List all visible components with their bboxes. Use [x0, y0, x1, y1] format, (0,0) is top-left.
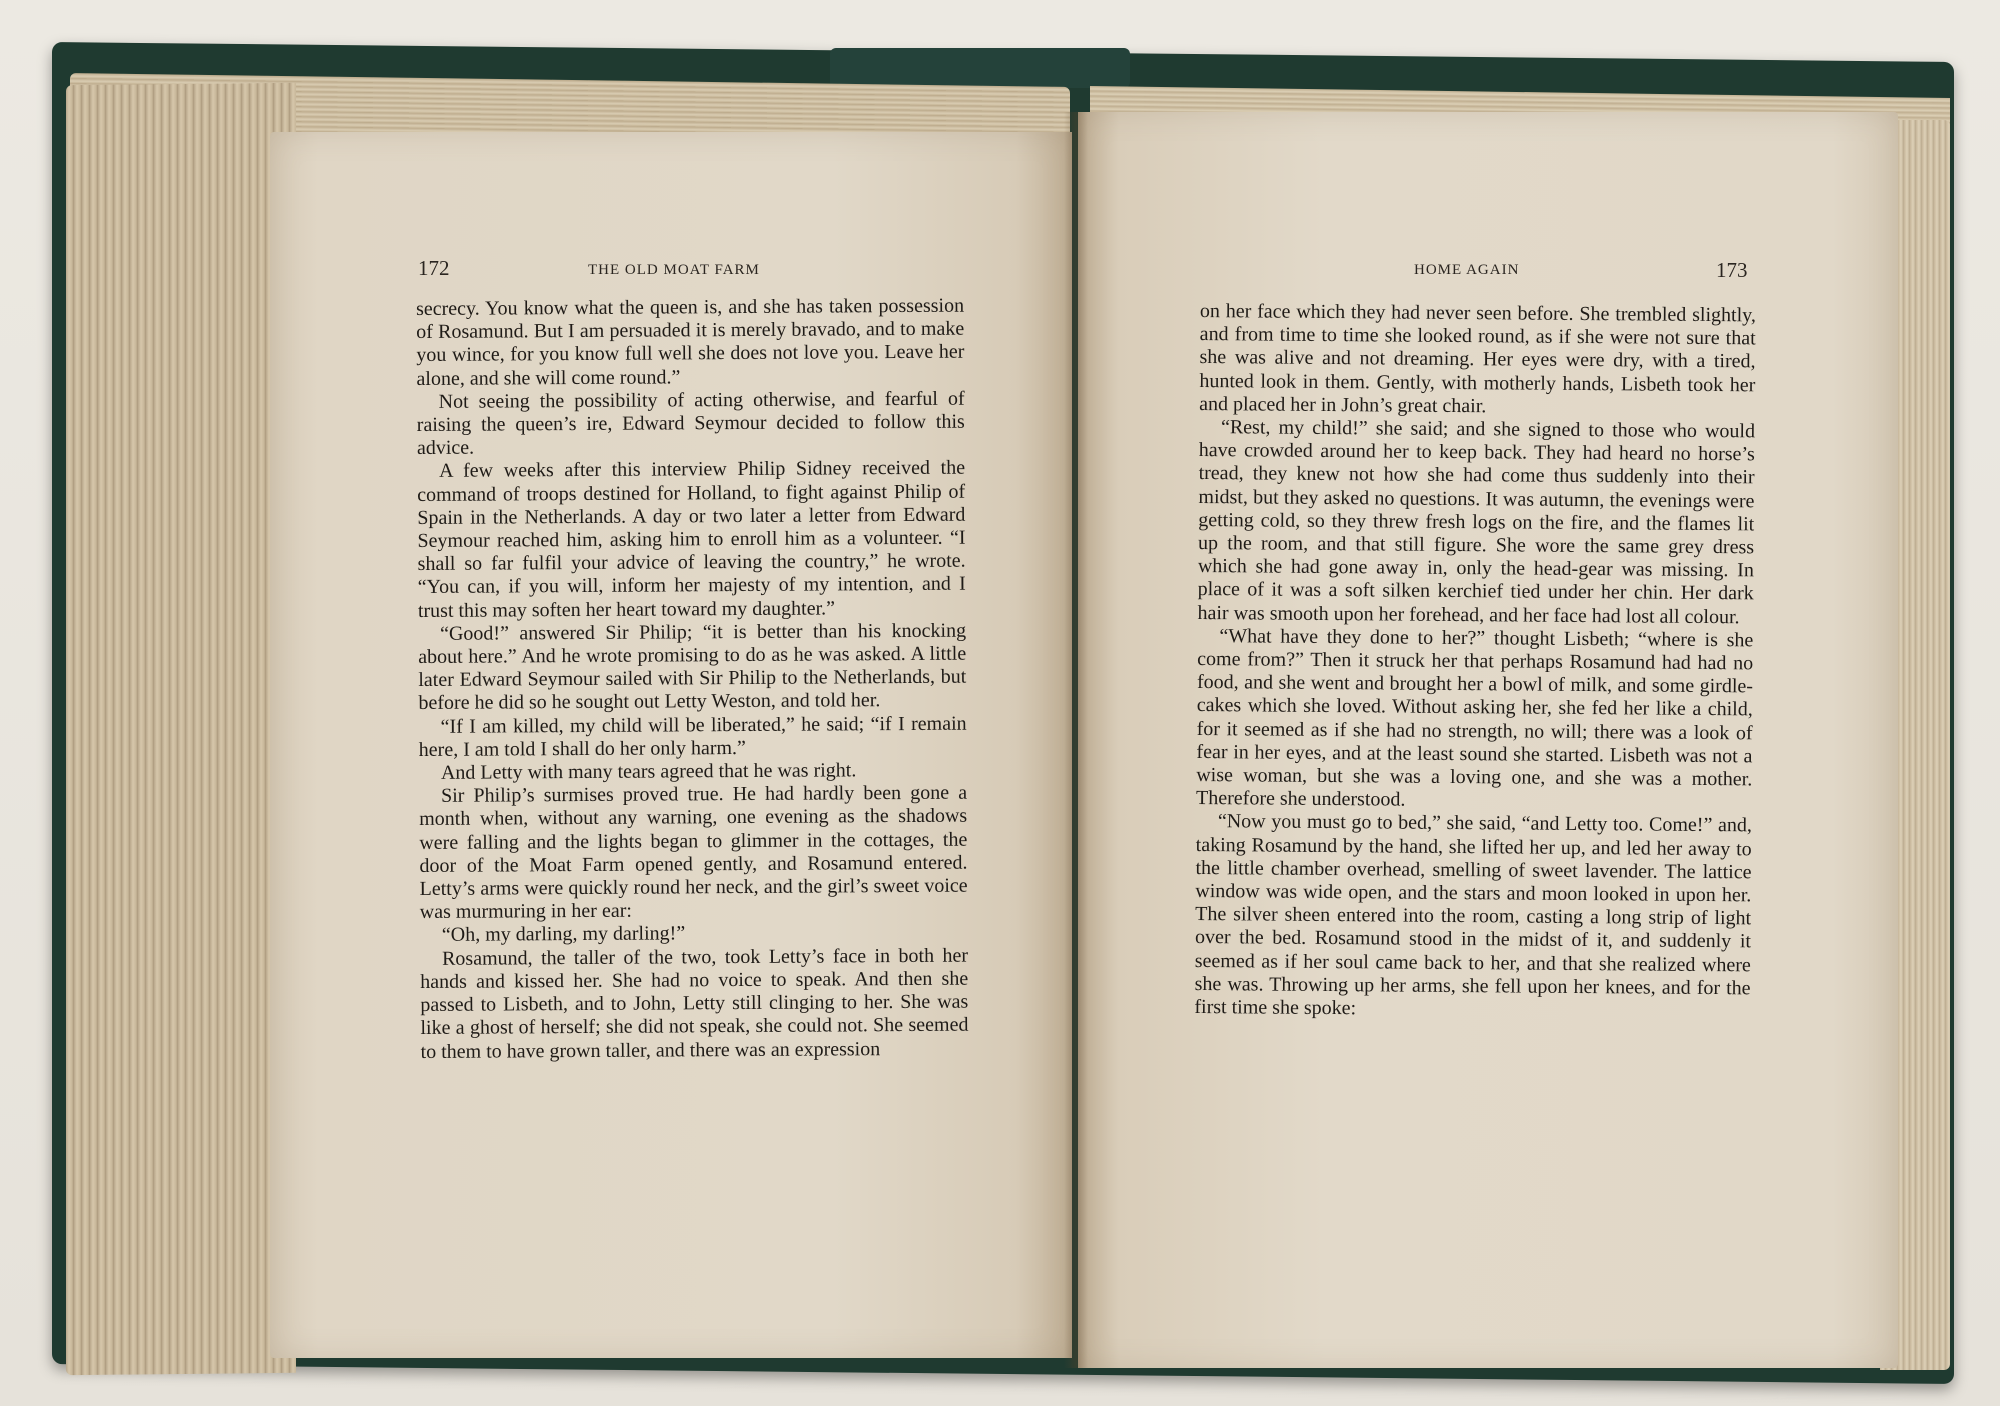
paragraph: Sir Philip’s surmises proved true. He had hardly been gone a month when, without any warning, one evening as the shadows were falling and the lights began to glimmer in the cottages, the door of the Moat Farm opened gently, and Rosamund entered. Letty’s arms were quickly round her neck, and the girl’s sweet voice was murmuring in her ear:: [419, 781, 968, 924]
paragraph: on her face which they had never seen before. She trembled slightly, and from time to time she looked round, as if she were not sure that she was alive and not dreaming. Her eyes were dry, with a tired, hunted look in them. Gently, with motherly hands, Lisbeth took her and placed her in John’s great chair.: [1199, 300, 1756, 418]
paragraph: Rosamund, the taller of the two, took Letty’s face in both her hands and kissed her. She had no voice to speak. And then she passed to Lisbeth, and to John, Letty still clinging to her. She was like a ghost of herself; she did not speak, she could not. She seemed to them to have grown taller, and there was an expression: [420, 944, 969, 1063]
paragraph: “Now you must go to bed,” she said, “and Letty too. Come!” and, taking Rosamund by the hand, she lifted her up, and led her away to the little chamber overhead, smelling of sweet lavender. The lattice window was wide open, and the stars and moon looked in upon her. The silver sheen entered into the room, casting a long strip of light over the bed. Rosamund stood in the midst of it, and suddenly it seemed as if her soul came back to her, and that she realized where she was. Throwing up her arms, she fell upon her knees, and for the first time she spoke:: [1194, 810, 1752, 1020]
right-page-body: [1194, 300, 1756, 1024]
paragraph: “If I am killed, my child will be liberated,” he said; “if I remain here, I am told I shall do her only harm.”: [418, 712, 967, 761]
left-page-number: 172: [418, 256, 450, 280]
paragraph: secrecy. You know what the queen is, and she has taken possession of Rosamund. But I am persuaded it is merely bravado, and to make you wince, for you know full well she does not love you. Leave her alone, and she will come round.”: [416, 294, 965, 390]
paragraph: And Letty with many tears agreed that he was right.: [440, 759, 857, 784]
left-running-head: THE OLD MOAT FARM: [588, 262, 760, 278]
paragraph: Not seeing the possibility of acting otherwise, and fearful of raising the queen’s ire, Edward Seymour decided to follow this advice.: [416, 387, 965, 460]
book-spine: [830, 48, 1130, 88]
paragraph: “Rest, my child!” she said; and she signed to those who would have crowded around her to keep back. They had heard no horse’s tread, they knew not how she had come thus suddenly into their midst, but they asked no questions. It was autumn, the evenings were getting cold, so they threw fresh logs on the fire, and the flames lit up the room, and that still figure. She wore the same grey dress which she had gone away in, only the head-gear was missing. In place of it was a soft silken kerchief tied under her chin. Her dark hair was smooth upon her forehead, and her face had lost all colour.: [1197, 416, 1756, 628]
page-edges-left: [66, 83, 296, 1375]
left-page-body: [416, 295, 969, 1064]
right-page-number: 173: [1716, 258, 1748, 282]
right-running-head: HOME AGAIN: [1414, 262, 1520, 278]
paragraph: A few weeks after this interview Philip Sidney received the command of troops destined for Holland, to fight against Philip of Spain in the Netherlands. A day or two later a letter from Edward Seymour reached him, asking him to enroll him as a volunteer. “I shall so far fulfil your advice of leaving the country,” he wrote. “You can, if you will, inform her majesty of my intention, and I trust this may soften her heart toward my daughter.”: [417, 457, 966, 622]
book-gutter: [1064, 112, 1088, 1368]
paragraph: “What have they done to her?” thought Lisbeth; “where is she come from?” Then it struck her that perhaps Rosamund had had no food, and she went and brought her a bowl of milk, and some girdle-cakes which she loved. Without asking her, she fed her like a child, for it seemed as if she had no strength, no will; there was a look of fear in her eyes, and at the least sound she started. Lisbeth was not a wise woman, but she was a loving one, and she was a mother. Therefore she understood.: [1196, 625, 1754, 811]
paragraph: “Oh, my darling, my darling!”: [441, 922, 686, 947]
paragraph: “Good!” answered Sir Philip; “it is better than his knocking about here.” And he wrote promising to do as he was asked. A little later Edward Seymour sailed with Sir Philip to the Netherlands, but before he did so he sought out Letty Weston, and told her.: [418, 619, 967, 715]
